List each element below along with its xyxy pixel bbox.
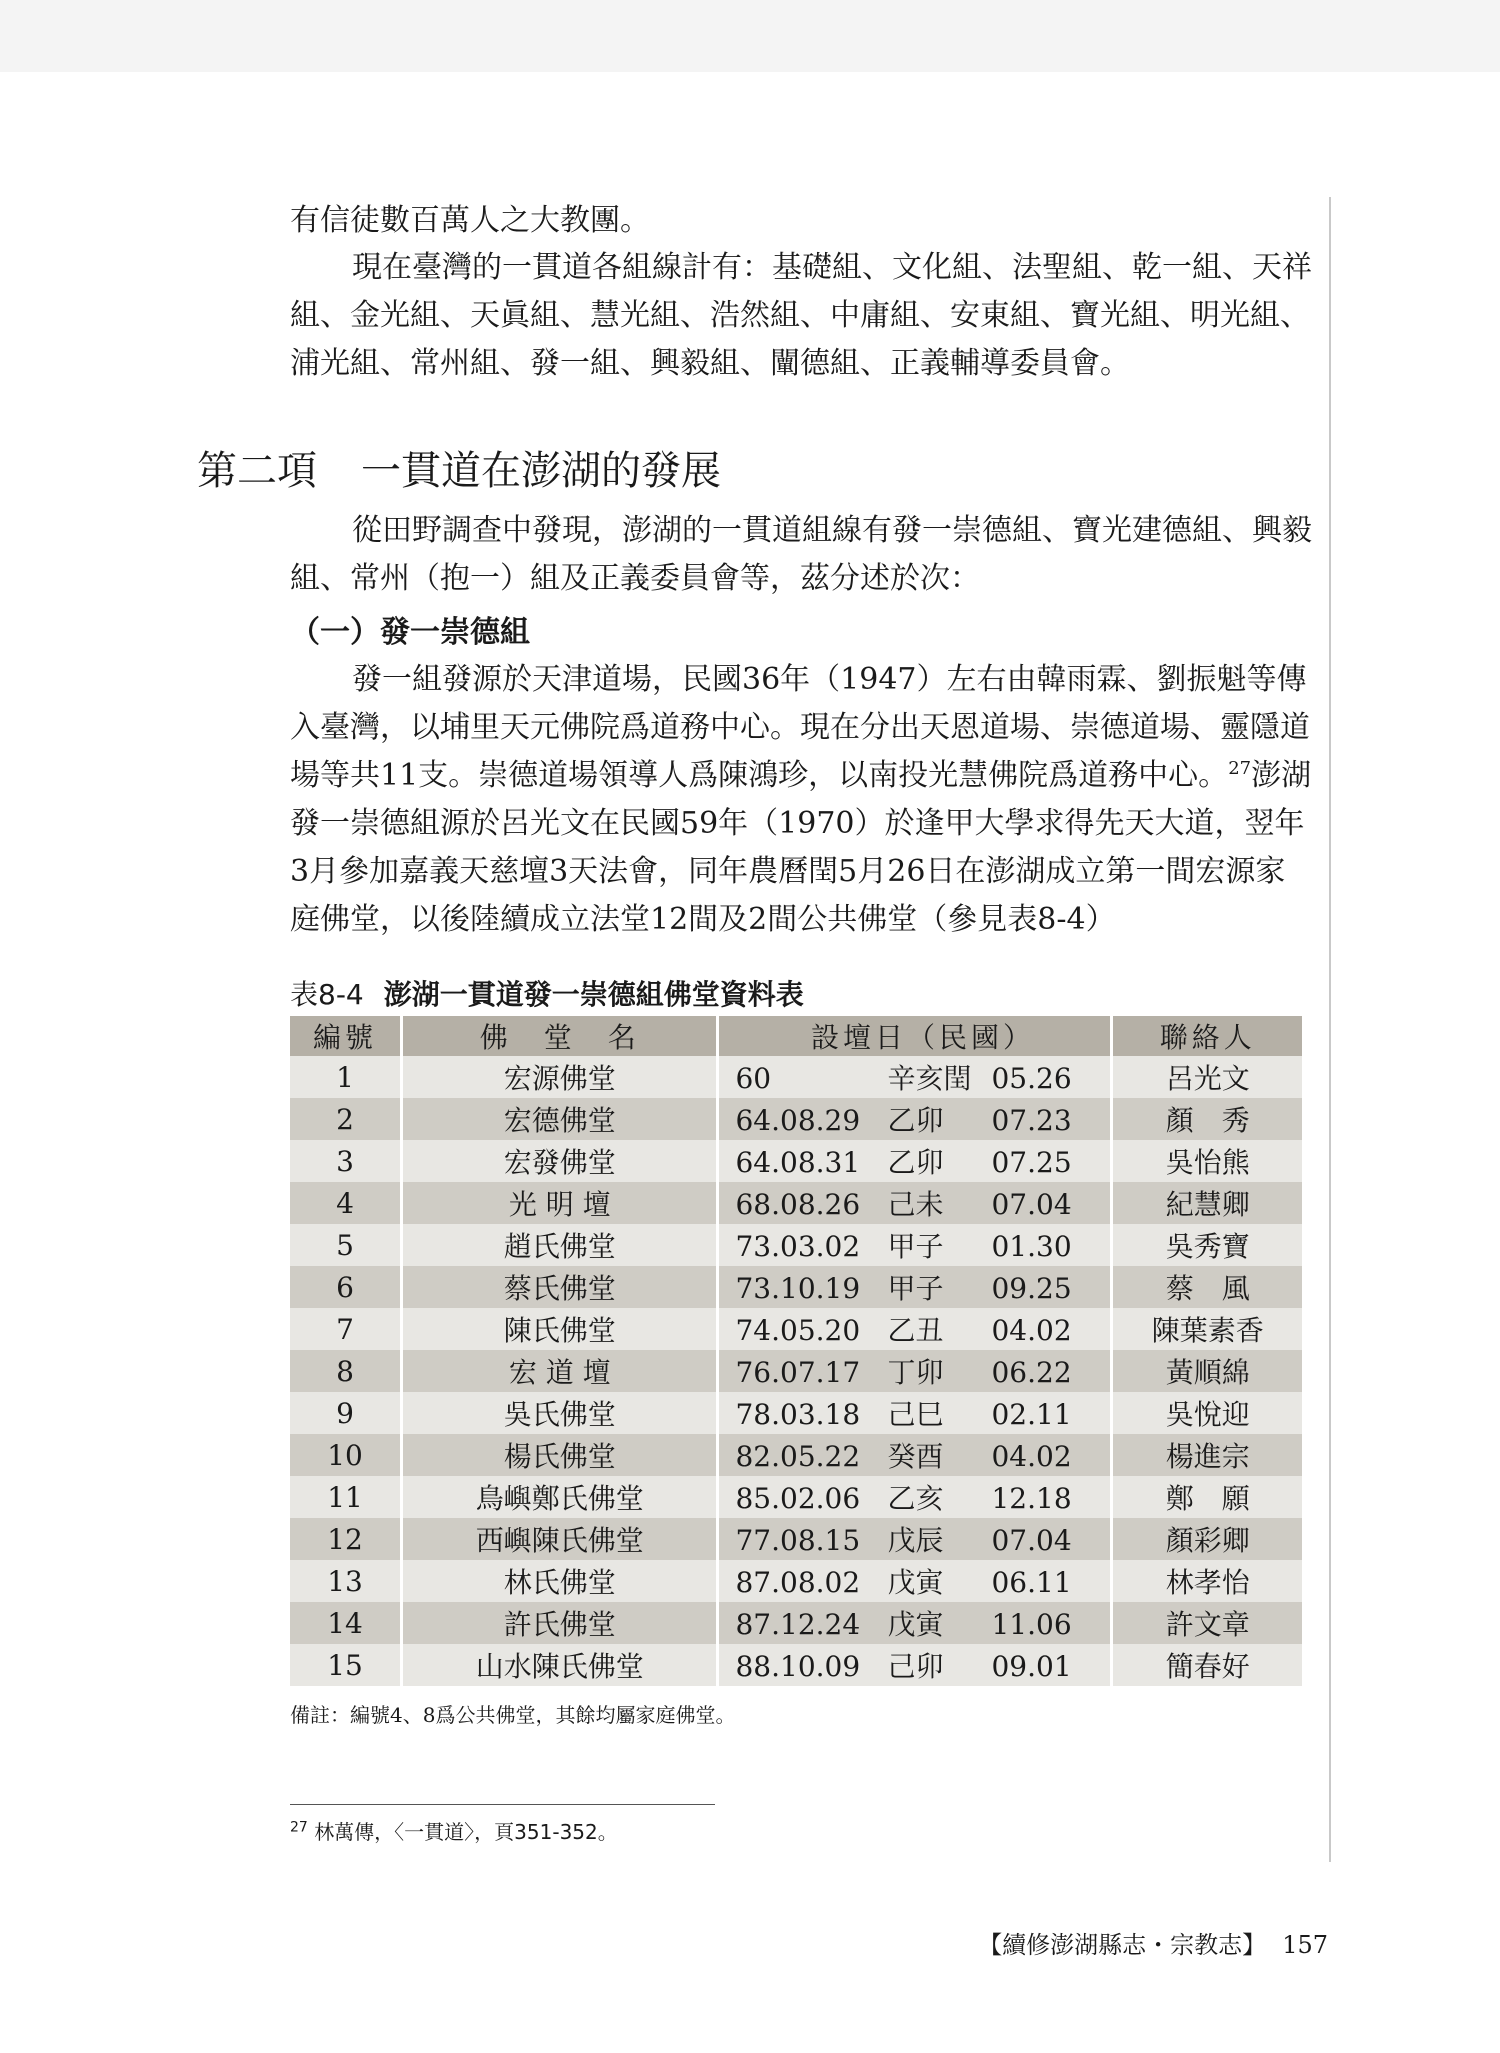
row-number: 4 bbox=[290, 1182, 402, 1224]
row-date-gregorian: 68.08.26 bbox=[735, 1188, 861, 1221]
row-number: 7 bbox=[290, 1308, 402, 1350]
row-date-gregorian: 60 bbox=[735, 1062, 772, 1095]
row-date-lunar: 06.22 bbox=[991, 1356, 1072, 1389]
row-date-ganzhi: 己未 bbox=[887, 1188, 944, 1221]
row-date-lunar: 06.11 bbox=[991, 1566, 1072, 1599]
table-row bbox=[290, 1560, 1302, 1602]
row-number: 12 bbox=[290, 1518, 402, 1560]
paragraph-4 bbox=[290, 656, 1315, 944]
row-shrine-name: 許氏佛堂 bbox=[402, 1602, 718, 1644]
row-date-ganzhi: 癸酉 bbox=[887, 1440, 944, 1473]
row-founding-date bbox=[718, 1644, 1112, 1686]
row-date-ganzhi: 丁卯 bbox=[887, 1356, 944, 1389]
row-number: 6 bbox=[290, 1266, 402, 1308]
table-row bbox=[290, 1392, 1302, 1434]
scan-top-margin bbox=[0, 0, 1500, 72]
row-shrine-name: 林氏佛堂 bbox=[402, 1560, 718, 1602]
row-date-gregorian: 64.08.31 bbox=[735, 1146, 861, 1179]
row-shrine-name: 宏源佛堂 bbox=[402, 1056, 718, 1098]
row-shrine-name: 鳥嶼鄭氏佛堂 bbox=[402, 1476, 718, 1518]
table-row bbox=[290, 1140, 1302, 1182]
table-row bbox=[290, 1644, 1302, 1686]
header-shrine-name: 佛 堂 名 bbox=[402, 1016, 718, 1056]
row-number: 9 bbox=[290, 1392, 402, 1434]
footnote-reference: 27 bbox=[1228, 758, 1252, 779]
row-founding-date bbox=[718, 1476, 1112, 1518]
row-date-gregorian: 74.05.20 bbox=[735, 1314, 861, 1347]
row-shrine-name: 宏德佛堂 bbox=[402, 1098, 718, 1140]
running-title: 【續修澎湖縣志・宗教志】 bbox=[978, 1931, 1267, 1959]
table-row bbox=[290, 1182, 1302, 1224]
table-row bbox=[290, 1098, 1302, 1140]
shrine-data-table bbox=[290, 1016, 1302, 1686]
row-date-gregorian: 88.10.09 bbox=[735, 1650, 861, 1683]
header-founding-date: 設壇日（民國） bbox=[718, 1016, 1112, 1056]
row-founding-date bbox=[718, 1560, 1112, 1602]
row-founding-date bbox=[718, 1182, 1112, 1224]
row-shrine-name: 西嶼陳氏佛堂 bbox=[402, 1518, 718, 1560]
row-founding-date bbox=[718, 1602, 1112, 1644]
row-date-ganzhi: 戊寅 bbox=[887, 1566, 944, 1599]
table-row bbox=[290, 1476, 1302, 1518]
row-contact: 紀慧卿 bbox=[1112, 1182, 1302, 1224]
row-date-ganzhi: 戊辰 bbox=[887, 1524, 944, 1557]
row-date-gregorian: 85.02.06 bbox=[735, 1482, 861, 1515]
row-number: 2 bbox=[290, 1098, 402, 1140]
page-number: 157 bbox=[1282, 1931, 1328, 1959]
row-shrine-name: 宏 道 壇 bbox=[402, 1350, 718, 1392]
paragraph-2: 現在臺灣的一貫道各組線計有：基礎組、文化組、法聖組、乾一組、天祥組、金光組、天眞組、慧光組、浩然組、中庸組、安東組、寶光組、明光組、浦光組、常州組、發一組、興毅組、闡德組、正義輔導委員會。 bbox=[290, 250, 1312, 381]
row-contact: 鄭 願 bbox=[1112, 1476, 1302, 1518]
paragraph-1: 有信徒數百萬人之大教團。 bbox=[290, 203, 650, 238]
row-contact: 顏彩卿 bbox=[1112, 1518, 1302, 1560]
row-contact: 黃順綿 bbox=[1112, 1350, 1302, 1392]
row-date-gregorian: 73.03.02 bbox=[735, 1230, 861, 1263]
subsection-heading: （一）發一崇德組 bbox=[290, 615, 530, 650]
row-date-ganzhi: 乙卯 bbox=[887, 1104, 944, 1137]
row-founding-date bbox=[718, 1434, 1112, 1476]
row-contact: 林孝怡 bbox=[1112, 1560, 1302, 1602]
header-contact: 聯絡人 bbox=[1112, 1016, 1302, 1056]
row-date-lunar: 11.06 bbox=[991, 1608, 1072, 1641]
row-date-ganzhi: 戊寅 bbox=[887, 1608, 944, 1641]
row-date-lunar: 05.26 bbox=[991, 1062, 1072, 1095]
row-number: 5 bbox=[290, 1224, 402, 1266]
row-date-lunar: 04.02 bbox=[991, 1440, 1072, 1473]
row-shrine-name: 楊氏佛堂 bbox=[402, 1434, 718, 1476]
row-shrine-name: 趙氏佛堂 bbox=[402, 1224, 718, 1266]
row-date-ganzhi: 甲子 bbox=[887, 1230, 944, 1263]
table-number: 表8-4 bbox=[290, 978, 364, 1011]
row-founding-date bbox=[718, 1224, 1112, 1266]
row-date-ganzhi: 乙亥 bbox=[887, 1482, 944, 1515]
table-caption bbox=[290, 975, 804, 1015]
row-date-lunar: 02.11 bbox=[991, 1398, 1072, 1431]
row-date-lunar: 09.01 bbox=[991, 1650, 1072, 1683]
paragraph-4-part-a: 發一組發源於天津道場，民國36年（1947）左右由韓雨霖、劉振魁等傳入臺灣，以埔里天元佛院爲道務中心。現在分出天恩道場、崇德道場、靈隱道場等共11支。崇德道場領導人爲陳鴻珍，以南投光慧佛院爲道務中心。 bbox=[290, 662, 1310, 793]
table-row bbox=[290, 1308, 1302, 1350]
row-date-gregorian: 82.05.22 bbox=[735, 1440, 861, 1473]
row-date-gregorian: 78.03.18 bbox=[735, 1398, 861, 1431]
row-number: 14 bbox=[290, 1602, 402, 1644]
table-row bbox=[290, 1434, 1302, 1476]
row-shrine-name: 吳氏佛堂 bbox=[402, 1392, 718, 1434]
row-founding-date bbox=[718, 1140, 1112, 1182]
row-contact: 簡春好 bbox=[1112, 1644, 1302, 1686]
row-date-lunar: 04.02 bbox=[991, 1314, 1072, 1347]
row-shrine-name: 山水陳氏佛堂 bbox=[402, 1644, 718, 1686]
row-founding-date bbox=[718, 1266, 1112, 1308]
row-date-gregorian: 64.08.29 bbox=[735, 1104, 861, 1137]
row-number: 11 bbox=[290, 1476, 402, 1518]
row-date-lunar: 12.18 bbox=[991, 1482, 1072, 1515]
row-date-gregorian: 87.12.24 bbox=[735, 1608, 861, 1641]
table-title: 澎湖一貫道發一崇德組佛堂資料表 bbox=[383, 978, 804, 1011]
row-number: 1 bbox=[290, 1056, 402, 1098]
row-number: 3 bbox=[290, 1140, 402, 1182]
row-contact: 吳悅迎 bbox=[1112, 1392, 1302, 1434]
table-note: 備註：編號4、8爲公共佛堂，其餘均屬家庭佛堂。 bbox=[290, 1703, 736, 1727]
row-number: 13 bbox=[290, 1560, 402, 1602]
row-date-ganzhi: 乙丑 bbox=[887, 1314, 944, 1347]
row-shrine-name: 陳氏佛堂 bbox=[402, 1308, 718, 1350]
header-number: 編號 bbox=[290, 1016, 402, 1056]
row-number: 8 bbox=[290, 1350, 402, 1392]
row-contact: 呂光文 bbox=[1112, 1056, 1302, 1098]
table-row bbox=[290, 1350, 1302, 1392]
row-founding-date bbox=[718, 1350, 1112, 1392]
row-shrine-name: 光 明 壇 bbox=[402, 1182, 718, 1224]
row-contact: 蔡 風 bbox=[1112, 1266, 1302, 1308]
section-heading bbox=[197, 445, 721, 497]
margin-rule bbox=[1329, 197, 1331, 1862]
row-date-ganzhi: 辛亥閏 bbox=[887, 1062, 972, 1095]
row-number: 15 bbox=[290, 1644, 402, 1686]
footnote bbox=[290, 1817, 618, 1847]
paragraph-4-part-b: 澎湖發一崇德組源於呂光文在民國59年（1970）於逢甲大學求得先天大道，翌年3月參加嘉義天慈壇3天法會，同年農曆閏5月26日在澎湖成立第一間宏源家庭佛堂，以後陸續成立法堂12間及2間公共佛堂（參見表8-4） bbox=[290, 758, 1312, 937]
row-date-ganzhi: 己卯 bbox=[887, 1650, 944, 1683]
row-shrine-name: 宏發佛堂 bbox=[402, 1140, 718, 1182]
footnote-divider bbox=[290, 1804, 715, 1805]
row-date-ganzhi: 乙卯 bbox=[887, 1146, 944, 1179]
row-date-lunar: 01.30 bbox=[991, 1230, 1072, 1263]
row-date-gregorian: 87.08.02 bbox=[735, 1566, 861, 1599]
table-header-row bbox=[290, 1016, 1302, 1056]
row-contact: 吳秀寶 bbox=[1112, 1224, 1302, 1266]
row-date-ganzhi: 己巳 bbox=[887, 1398, 944, 1431]
table-row bbox=[290, 1266, 1302, 1308]
row-founding-date bbox=[718, 1056, 1112, 1098]
table-row bbox=[290, 1224, 1302, 1266]
row-number: 10 bbox=[290, 1434, 402, 1476]
table-row bbox=[290, 1056, 1302, 1098]
row-founding-date bbox=[718, 1098, 1112, 1140]
table-row bbox=[290, 1602, 1302, 1644]
row-founding-date bbox=[718, 1518, 1112, 1560]
footnote-mark: 27 bbox=[290, 1819, 308, 1836]
table-row bbox=[290, 1518, 1302, 1560]
row-date-gregorian: 73.10.19 bbox=[735, 1272, 861, 1305]
row-date-lunar: 07.04 bbox=[991, 1524, 1072, 1557]
footnote-text: 林萬傳，〈一貫道〉，頁351-352。 bbox=[314, 1820, 618, 1844]
row-date-lunar: 07.23 bbox=[991, 1104, 1072, 1137]
paragraph-3: 從田野調查中發現，澎湖的一貫道組線有發一崇德組、寶光建德組、興毅組、常州（抱一）組及正義委員會等，茲分述於次： bbox=[290, 513, 1312, 596]
row-date-gregorian: 76.07.17 bbox=[735, 1356, 861, 1389]
section-number: 第二項 bbox=[197, 448, 317, 494]
row-contact: 顏 秀 bbox=[1112, 1098, 1302, 1140]
section-title: 一貫道在澎湖的發展 bbox=[361, 448, 721, 494]
row-contact: 許文章 bbox=[1112, 1602, 1302, 1644]
row-founding-date bbox=[718, 1392, 1112, 1434]
row-date-gregorian: 77.08.15 bbox=[735, 1524, 861, 1557]
row-date-ganzhi: 甲子 bbox=[887, 1272, 944, 1305]
row-founding-date bbox=[718, 1308, 1112, 1350]
row-contact: 陳葉素香 bbox=[1112, 1308, 1302, 1350]
row-date-lunar: 07.25 bbox=[991, 1146, 1072, 1179]
row-date-lunar: 09.25 bbox=[991, 1272, 1072, 1305]
row-contact: 吳怡熊 bbox=[1112, 1140, 1302, 1182]
row-contact: 楊進宗 bbox=[1112, 1434, 1302, 1476]
row-shrine-name: 蔡氏佛堂 bbox=[402, 1266, 718, 1308]
row-date-lunar: 07.04 bbox=[991, 1188, 1072, 1221]
running-footer bbox=[978, 1928, 1328, 1962]
